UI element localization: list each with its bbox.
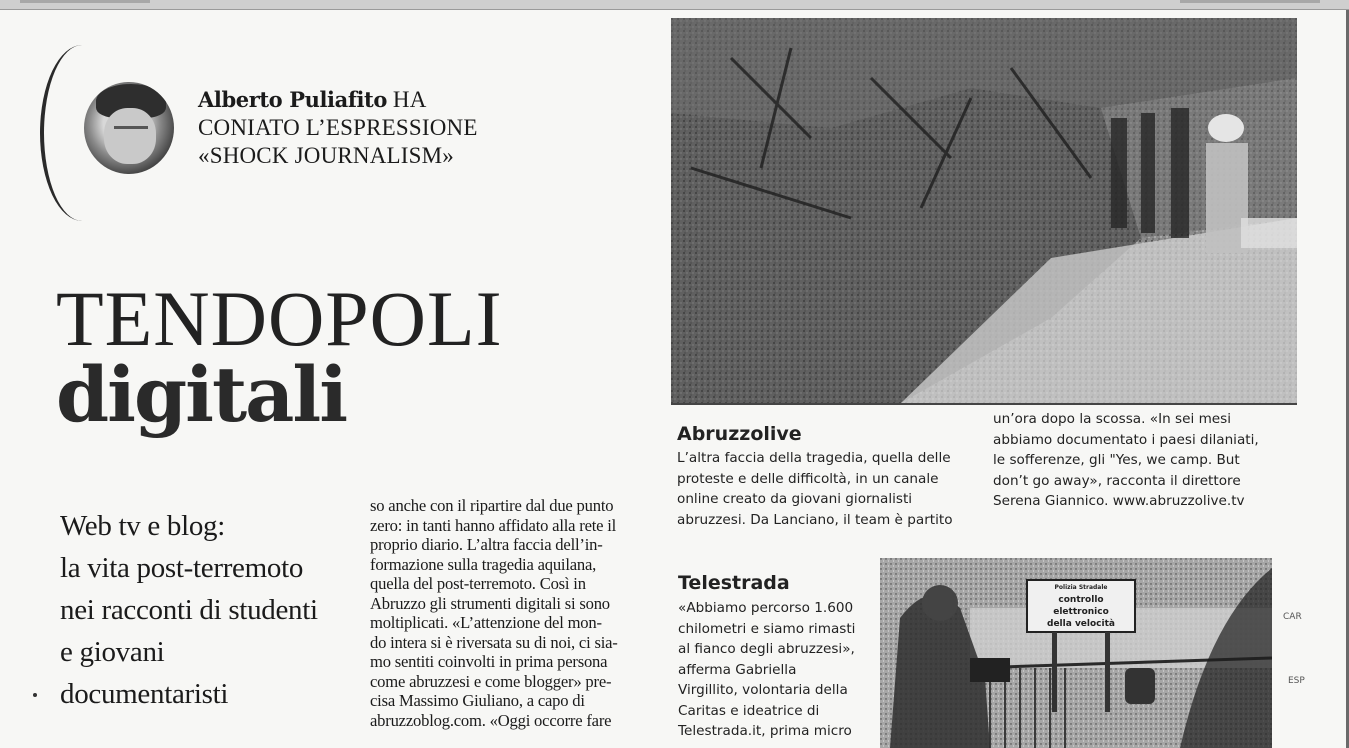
box-abruzzolive-text-col1 [677,448,977,530]
scanner-top-bar [0,0,1349,10]
rubble-photo [671,18,1297,405]
caption-line: le sofferenze, gli "Yes, we camp. But [993,452,1240,468]
article-body [370,496,660,730]
headline-line1: TENDOPOLI [56,275,503,362]
body-line: Abruzzo gli strumenti digitali si sono [370,593,610,613]
caption-line: Serena Giannico. www.abruzzolive.tv [993,493,1245,509]
margin-note-1: CAR [1283,612,1302,622]
caption-line: don’t go away», racconta il direttore [993,472,1241,489]
box-title-abruzzolive: Abruzzolive [677,423,802,445]
body-line: zero: in tanti hanno affidato alla rete il [370,515,617,535]
caption-line: chilometri e siamo rimasti [678,620,856,637]
subtitle-line: Web tv e blog: [60,510,226,542]
telestrada-photo [880,558,1272,748]
author-photo [84,82,174,174]
kicker-author: Alberto Puliafito [198,87,387,112]
body-line: do intera si è riversata su di noi, ci sia- [370,632,618,652]
caption-line: online creato da giovani giornalisti [677,491,913,507]
subtitle-line: documentaristi [60,678,229,710]
body-line: formazione sulla tragedia aquilana, [370,554,597,574]
box-title-telestrada: Telestrada [678,572,790,594]
caption-line: proteste e delle difficoltà, in un canale [677,470,939,487]
caption-line: Telestrada.it, prima micro [678,723,852,739]
caption-line: abbiamo documentato i paesi dilaniati, [993,431,1259,448]
road-sign-top: Polizia Stradale [1054,584,1108,591]
bullet-dot [33,693,37,697]
subtitle-line: nei racconti di studenti [60,594,318,626]
margin-note-2: ESP [1288,676,1305,686]
box-telestrada-text [678,598,868,742]
road-sign-line2: elettronico [1053,607,1109,617]
subtitle-line: e giovani [60,636,165,668]
body-line: quella del post-terremoto. Così in [370,574,586,593]
kicker-line2: CONIATO L’ESPRESSIONE [198,115,478,140]
subtitle-line: la vita post-terremoto [60,552,304,584]
kicker-quote [198,86,578,170]
body-line: come abruzzesi e come blogger» pre- [370,671,612,691]
kicker-line1-rest: HA [386,87,427,112]
road-sign [1032,582,1130,630]
road-sign-line3: della velocità [1047,619,1115,629]
body-line: proprio diario. L’altra faccia dell’in- [370,535,603,554]
body-line: moltiplicati. «L’attenzione del mon- [370,613,602,632]
body-line: abruzzoblog.com. «Oggi occorre fare [370,710,612,730]
body-line: mo sentiti coinvolti in prima persona [370,652,608,671]
box-abruzzolive-text-col2 [993,409,1293,512]
subtitle [60,505,370,715]
kicker-line3: «SHOCK JOURNALISM» [198,143,454,168]
caption-line: un’ora dopo la scossa. «In sei mesi [993,411,1232,427]
road-sign-line1: controllo [1058,595,1104,605]
caption-line: afferma Gabriella [678,661,797,678]
caption-line: «Abbiamo percorso 1.600 [678,600,854,616]
body-line: cisa Massimo Giuliano, a capo di [370,691,585,710]
headline-line2: digitali [56,350,347,439]
body-line: so anche con il ripartire dal due punto [370,496,614,515]
caption-line: Virgillito, volontaria della [678,682,848,698]
caption-line: abruzzesi. Da Lanciano, il team è partito [677,511,953,528]
caption-line: L’altra faccia della tragedia, quella delle [677,450,951,466]
caption-line: al fianco degli abruzzesi», [678,641,855,657]
caption-line: Caritas e ideatrice di [678,702,820,719]
